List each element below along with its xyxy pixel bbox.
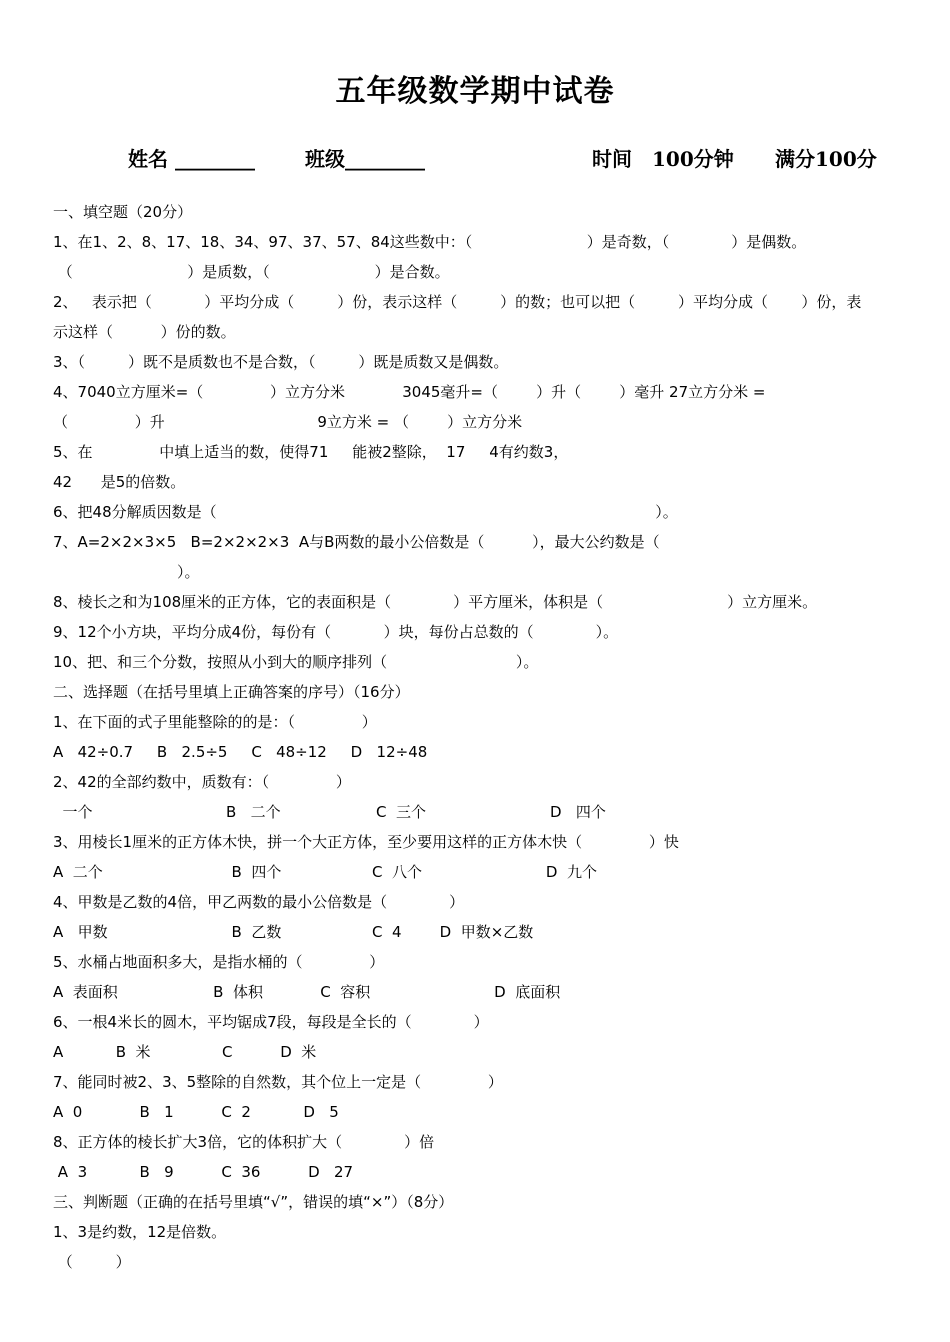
exam-line: ）。 bbox=[53, 563, 200, 581]
exam-line: 42 是5的倍数。 bbox=[53, 473, 186, 491]
exam-line: A 42÷0.7 B 2.5÷5 C 48÷12 D 12÷48 bbox=[53, 743, 428, 761]
exam-line: 1、3是约数，12是倍数。 bbox=[53, 1223, 227, 1241]
student-name-field: 姓名 ________ bbox=[128, 147, 255, 171]
exam-line: （ ）升 9立方米 = （ ）立方分米 bbox=[53, 413, 523, 431]
exam-line: 三、判断题（正确的在括号里填“√”，错误的填“×”）（8分） bbox=[53, 1193, 454, 1211]
exam-line: 一、填空题（20分） bbox=[53, 203, 193, 221]
exam-line: 2、 表示把（ ）平均分成（ ）份，表示这样（ ）的数；也可以把（ ）平均分成（ ）份，表 bbox=[53, 293, 862, 311]
exam-line: 7、能同时被2、3、5整除的自然数，其个位上一定是（ ） bbox=[53, 1073, 503, 1091]
class-field: 班级________ bbox=[305, 147, 425, 171]
exam-line: 10、把、和三个分数，按照从小到大的顺序排列（ ）。 bbox=[53, 653, 539, 671]
exam-line: 4、甲数是乙数的4倍，甲乙两数的最小公倍数是（ ） bbox=[53, 893, 465, 911]
exam-line: 6、一根4米长的圆木，平均锯成7段，每段是全长的（ ） bbox=[53, 1013, 489, 1031]
exam-line: 示这样（ ）份的数。 bbox=[53, 323, 236, 341]
exam-line: 7、A=2×2×3×5 B=2×2×2×3 A与B两数的最小公倍数是（ ），最大公约数是（ bbox=[53, 533, 660, 551]
exam-line: 一个 B 二个 C 三个 D 四个 bbox=[53, 803, 606, 821]
exam-line: （ ） bbox=[53, 1253, 131, 1271]
exam-title: 五年级数学期中试卷 bbox=[335, 74, 615, 109]
exam-line: 9、12个小方块，平均分成4份，每份有（ ）块，每份占总数的（ ）。 bbox=[53, 623, 619, 641]
exam-line: 4、7040立方厘米=（ ）立方分米 3045毫升=（ ）升（ ）毫升 27立方分米 = bbox=[53, 383, 766, 401]
exam-line: A B 米 C D 米 bbox=[53, 1043, 317, 1061]
exam-line: 5、在 中填上适当的数，使得71 能被2整除， 17 4有约数3， bbox=[53, 443, 569, 461]
exam-line: 5、水桶占地面积多大，是指水桶的（ ） bbox=[53, 953, 385, 971]
exam-line: （ ）是质数，（ ）是合数。 bbox=[53, 263, 450, 281]
exam-line: 3、用棱长1厘米的正方体木快，拼一个大正方体，至少要用这样的正方体木快（ ）快 bbox=[53, 833, 679, 851]
exam-line: A 二个 B 四个 C 八个 D 九个 bbox=[53, 863, 598, 881]
exam-line: A 甲数 B 乙数 C 4 D 甲数×乙数 bbox=[53, 923, 534, 941]
exam-line: 1、在1、2、8、17、18、34、97、37、57、84这些数中：（ ）是奇数，（ ）是偶数。 bbox=[53, 233, 807, 251]
exam-line: 8、正方体的棱长扩大3倍，它的体积扩大（ ）倍 bbox=[53, 1133, 435, 1151]
exam-line: A 表面积 B 体积 C 容积 D 底面积 bbox=[53, 983, 561, 1001]
exam-line: 3、（ ）既不是质数也不是合数，（ ）既是质数又是偶数。 bbox=[53, 353, 509, 371]
exam-line: 8、棱长之和为108厘米的正方体，它的表面积是（ ）平方厘米，体积是（ ）立方厘米。 bbox=[53, 593, 818, 611]
exam-line: 二、选择题（在括号里填上正确答案的序号）（16分） bbox=[53, 683, 410, 701]
full-score: 满分100分 bbox=[775, 147, 877, 171]
exam-line: 2、42的全部约数中，质数有：（ ） bbox=[53, 773, 351, 791]
exam-line: 6、把48分解质因数是（ ）。 bbox=[53, 503, 678, 521]
exam-line: 1、在下面的式子里能整除的的是：（ ） bbox=[53, 713, 377, 731]
exam-time: 时间 100分钟 bbox=[592, 147, 734, 171]
exam-line: A 3 B 9 C 36 D 27 bbox=[53, 1163, 354, 1181]
exam-line: A 0 B 1 C 2 D 5 bbox=[53, 1103, 339, 1121]
